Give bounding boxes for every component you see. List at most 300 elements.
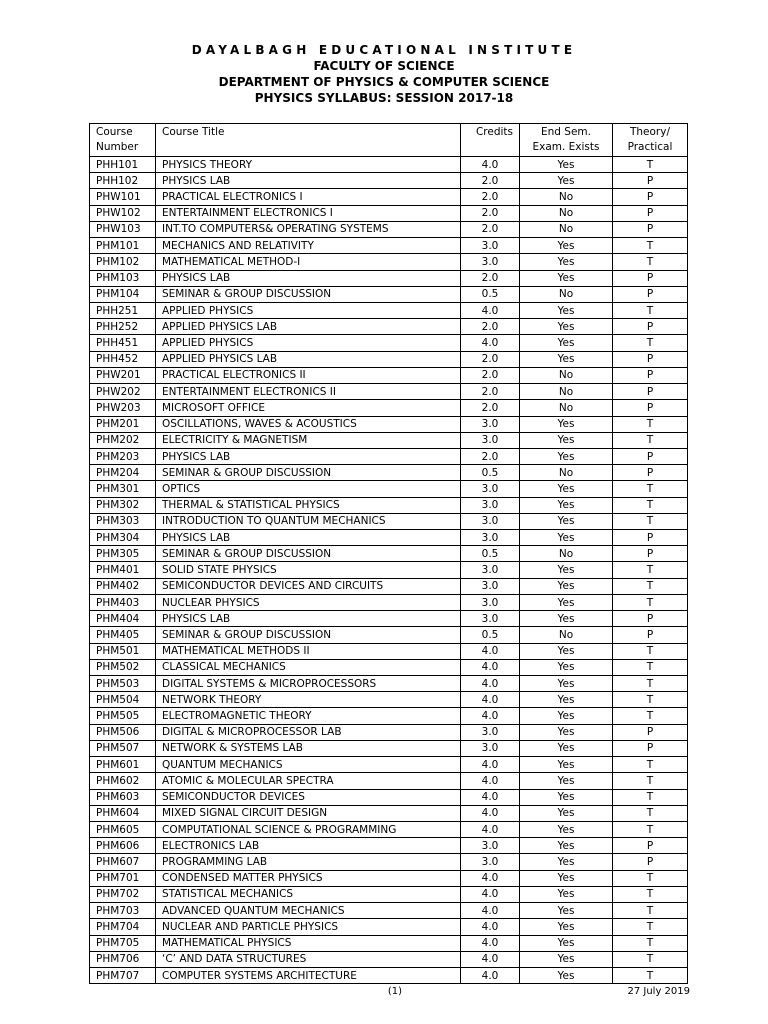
table-row	[90, 173, 688, 189]
table-row	[90, 546, 688, 562]
end-sem-cell: Yes	[520, 173, 613, 189]
table-row	[90, 254, 688, 270]
credits-cell: 4.0	[461, 886, 520, 902]
table-row	[90, 643, 688, 659]
table-row	[90, 951, 688, 967]
course-title-cell: PHYSICS LAB	[156, 270, 461, 286]
end-sem-cell: No	[520, 189, 613, 205]
end-sem-cell: Yes	[520, 530, 613, 546]
theory-practical-cell: T	[613, 578, 688, 594]
theory-practical-cell: P	[613, 724, 688, 740]
credits-cell: 4.0	[461, 935, 520, 951]
theory-practical-cell: P	[613, 384, 688, 400]
credits-cell: 3.0	[461, 497, 520, 513]
course-number-cell: PHM103	[90, 270, 156, 286]
course-number-cell: PHM301	[90, 481, 156, 497]
table-row	[90, 886, 688, 902]
theory-practical-cell: P	[613, 351, 688, 367]
credits-cell: 4.0	[461, 157, 520, 173]
course-title-cell: ENTERTAINMENT ELECTRONICS I	[156, 205, 461, 221]
theory-practical-cell: T	[613, 238, 688, 254]
course-title-cell: ELECTRONICS LAB	[156, 838, 461, 854]
table-row	[90, 838, 688, 854]
table-row	[90, 870, 688, 886]
course-title-cell: STATISTICAL MECHANICS	[156, 886, 461, 902]
credits-cell: 3.0	[461, 416, 520, 432]
table-row	[90, 805, 688, 821]
course-number-cell: PHW102	[90, 205, 156, 221]
theory-practical-cell: T	[613, 481, 688, 497]
table-row	[90, 238, 688, 254]
theory-practical-cell: P	[613, 189, 688, 205]
table-row	[90, 773, 688, 789]
course-title-cell: MICROSOFT OFFICE	[156, 400, 461, 416]
credits-cell: 4.0	[461, 903, 520, 919]
table-row	[90, 448, 688, 464]
course-number-cell: PHM305	[90, 546, 156, 562]
course-number-cell: PHM303	[90, 513, 156, 529]
course-title-cell: CLASSICAL MECHANICS	[156, 659, 461, 675]
theory-practical-cell: P	[613, 530, 688, 546]
course-title-cell: SEMINAR & GROUP DISCUSSION	[156, 465, 461, 481]
end-sem-cell: Yes	[520, 773, 613, 789]
theory-practical-cell: T	[613, 886, 688, 902]
table-row	[90, 286, 688, 302]
end-sem-cell: Yes	[520, 513, 613, 529]
theory-practical-cell: T	[613, 951, 688, 967]
table-row	[90, 530, 688, 546]
theory-practical-cell: T	[613, 708, 688, 724]
end-sem-cell: Yes	[520, 805, 613, 821]
credits-cell: 4.0	[461, 676, 520, 692]
course-number-cell: PHM504	[90, 692, 156, 708]
course-title-cell: PHYSICS THEORY	[156, 157, 461, 173]
course-number-cell: PHM505	[90, 708, 156, 724]
end-sem-cell: Yes	[520, 789, 613, 805]
end-sem-cell: Yes	[520, 903, 613, 919]
theory-practical-cell: T	[613, 157, 688, 173]
document-header	[0, 42, 768, 106]
course-title-cell: MECHANICS AND RELATIVITY	[156, 238, 461, 254]
table-row	[90, 319, 688, 335]
table-row	[90, 919, 688, 935]
table-row	[90, 935, 688, 951]
course-number-cell: PHM203	[90, 448, 156, 464]
course-number-cell: PHH102	[90, 173, 156, 189]
credits-cell: 3.0	[461, 838, 520, 854]
course-number-cell: PHM401	[90, 562, 156, 578]
course-title-cell: APPLIED PHYSICS	[156, 335, 461, 351]
footer-date: 27 July 2019	[627, 986, 690, 997]
credits-cell: 2.0	[461, 367, 520, 383]
table-row	[90, 578, 688, 594]
theory-practical-cell: P	[613, 465, 688, 481]
course-title-cell: INTRODUCTION TO QUANTUM MECHANICS	[156, 513, 461, 529]
credits-cell: 0.5	[461, 465, 520, 481]
theory-practical-cell: P	[613, 367, 688, 383]
credits-cell: 3.0	[461, 740, 520, 756]
table-row	[90, 465, 688, 481]
course-number-cell: PHM402	[90, 578, 156, 594]
table-row	[90, 562, 688, 578]
end-sem-cell: Yes	[520, 270, 613, 286]
end-sem-cell: Yes	[520, 481, 613, 497]
table-row	[90, 967, 688, 983]
course-number-cell: PHM603	[90, 789, 156, 805]
theory-practical-cell: T	[613, 513, 688, 529]
course-title-cell: ‘C’ AND DATA STRUCTURES	[156, 951, 461, 967]
end-sem-cell: Yes	[520, 821, 613, 837]
theory-practical-cell: T	[613, 805, 688, 821]
end-sem-cell: Yes	[520, 238, 613, 254]
table-header-row	[90, 124, 688, 157]
end-sem-cell: No	[520, 384, 613, 400]
end-sem-cell: Yes	[520, 448, 613, 464]
course-number-cell: PHM706	[90, 951, 156, 967]
theory-practical-cell: T	[613, 919, 688, 935]
course-number-cell: PHH101	[90, 157, 156, 173]
course-title-cell: MATHEMATICAL METHODS II	[156, 643, 461, 659]
credits-cell: 4.0	[461, 335, 520, 351]
course-number-cell: PHW103	[90, 221, 156, 237]
credits-cell: 0.5	[461, 286, 520, 302]
theory-practical-cell: T	[613, 967, 688, 983]
end-sem-cell: Yes	[520, 951, 613, 967]
theory-practical-cell: T	[613, 692, 688, 708]
course-title-cell: PRACTICAL ELECTRONICS I	[156, 189, 461, 205]
credits-cell: 2.0	[461, 205, 520, 221]
table-row	[90, 481, 688, 497]
course-number-cell: PHM104	[90, 286, 156, 302]
credits-cell: 2.0	[461, 384, 520, 400]
credits-cell: 2.0	[461, 319, 520, 335]
course-title-cell: INT.TO COMPUTERS& OPERATING SYSTEMS	[156, 221, 461, 237]
table-row	[90, 221, 688, 237]
theory-practical-cell: P	[613, 270, 688, 286]
course-number-cell: PHM302	[90, 497, 156, 513]
table-row	[90, 497, 688, 513]
credits-cell: 4.0	[461, 821, 520, 837]
course-number-cell: PHM204	[90, 465, 156, 481]
table-row	[90, 676, 688, 692]
table-row	[90, 351, 688, 367]
credits-cell: 4.0	[461, 789, 520, 805]
table-row	[90, 367, 688, 383]
theory-practical-cell: P	[613, 286, 688, 302]
end-sem-cell: No	[520, 205, 613, 221]
theory-practical-cell: T	[613, 789, 688, 805]
end-sem-cell: Yes	[520, 854, 613, 870]
end-sem-cell: Yes	[520, 254, 613, 270]
credits-cell: 4.0	[461, 708, 520, 724]
table-row	[90, 611, 688, 627]
course-number-cell: PHM503	[90, 676, 156, 692]
course-number-cell: PHM403	[90, 594, 156, 610]
course-number-cell: PHW202	[90, 384, 156, 400]
header-theory-practical: Theory/ Practical	[613, 124, 688, 157]
theory-practical-cell: P	[613, 854, 688, 870]
course-title-cell: APPLIED PHYSICS	[156, 302, 461, 318]
table-row	[90, 740, 688, 756]
course-title-cell: THERMAL & STATISTICAL PHYSICS	[156, 497, 461, 513]
end-sem-cell: Yes	[520, 302, 613, 318]
end-sem-cell: Yes	[520, 562, 613, 578]
credits-cell: 2.0	[461, 173, 520, 189]
course-title-cell: PHYSICS LAB	[156, 448, 461, 464]
theory-practical-cell: P	[613, 627, 688, 643]
end-sem-cell: Yes	[520, 757, 613, 773]
theory-practical-cell: T	[613, 416, 688, 432]
header-course-title: Course Title	[156, 124, 461, 157]
credits-cell: 4.0	[461, 302, 520, 318]
credits-cell: 4.0	[461, 773, 520, 789]
credits-cell: 4.0	[461, 692, 520, 708]
end-sem-cell: Yes	[520, 594, 613, 610]
course-number-cell: PHH251	[90, 302, 156, 318]
theory-practical-cell: T	[613, 254, 688, 270]
theory-practical-cell: P	[613, 173, 688, 189]
table-row	[90, 157, 688, 173]
end-sem-cell: Yes	[520, 870, 613, 886]
end-sem-cell: Yes	[520, 643, 613, 659]
course-number-cell: PHM707	[90, 967, 156, 983]
end-sem-cell: Yes	[520, 838, 613, 854]
course-number-cell: PHH452	[90, 351, 156, 367]
table-row	[90, 432, 688, 448]
department-name: DEPARTMENT OF PHYSICS & COMPUTER SCIENCE	[218, 75, 550, 89]
course-title-cell: MATHEMATICAL PHYSICS	[156, 935, 461, 951]
end-sem-cell: No	[520, 627, 613, 643]
credits-cell: 4.0	[461, 870, 520, 886]
end-sem-cell: Yes	[520, 351, 613, 367]
course-title-cell: NETWORK THEORY	[156, 692, 461, 708]
theory-practical-cell: T	[613, 773, 688, 789]
table-row	[90, 789, 688, 805]
end-sem-cell: Yes	[520, 708, 613, 724]
credits-cell: 2.0	[461, 221, 520, 237]
end-sem-cell: Yes	[520, 416, 613, 432]
course-title-cell: PHYSICS LAB	[156, 611, 461, 627]
end-sem-cell: Yes	[520, 935, 613, 951]
course-title-cell: ATOMIC & MOLECULAR SPECTRA	[156, 773, 461, 789]
table-row	[90, 659, 688, 675]
course-title-cell: DIGITAL & MICROPROCESSOR LAB	[156, 724, 461, 740]
credits-cell: 0.5	[461, 546, 520, 562]
course-title-cell: ADVANCED QUANTUM MECHANICS	[156, 903, 461, 919]
course-title-cell: SEMICONDUCTOR DEVICES	[156, 789, 461, 805]
credits-cell: 3.0	[461, 254, 520, 270]
course-title-cell: SEMINAR & GROUP DISCUSSION	[156, 546, 461, 562]
credits-cell: 2.0	[461, 189, 520, 205]
course-number-cell: PHW201	[90, 367, 156, 383]
course-title-cell: COMPUTER SYSTEMS ARCHITECTURE	[156, 967, 461, 983]
theory-practical-cell: P	[613, 205, 688, 221]
course-title-cell: APPLIED PHYSICS LAB	[156, 351, 461, 367]
table-row	[90, 757, 688, 773]
table-row	[90, 513, 688, 529]
course-number-cell: PHM202	[90, 432, 156, 448]
table-row	[90, 594, 688, 610]
credits-cell: 4.0	[461, 757, 520, 773]
credits-cell: 3.0	[461, 854, 520, 870]
theory-practical-cell: T	[613, 870, 688, 886]
end-sem-cell: No	[520, 546, 613, 562]
course-title-cell: NUCLEAR AND PARTICLE PHYSICS	[156, 919, 461, 935]
credits-cell: 3.0	[461, 432, 520, 448]
credits-cell: 3.0	[461, 611, 520, 627]
table-row	[90, 692, 688, 708]
credits-cell: 3.0	[461, 724, 520, 740]
theory-practical-cell: T	[613, 676, 688, 692]
course-number-cell: PHM705	[90, 935, 156, 951]
course-number-cell: PHM506	[90, 724, 156, 740]
course-number-cell: PHH252	[90, 319, 156, 335]
credits-cell: 4.0	[461, 643, 520, 659]
course-number-cell: PHM507	[90, 740, 156, 756]
credits-cell: 3.0	[461, 238, 520, 254]
credits-cell: 4.0	[461, 805, 520, 821]
end-sem-cell: Yes	[520, 335, 613, 351]
credits-cell: 3.0	[461, 513, 520, 529]
end-sem-cell: Yes	[520, 157, 613, 173]
end-sem-cell: Yes	[520, 432, 613, 448]
course-title-cell: APPLIED PHYSICS LAB	[156, 319, 461, 335]
course-title-cell: SEMICONDUCTOR DEVICES AND CIRCUITS	[156, 578, 461, 594]
course-title-cell: ELECTROMAGNETIC THEORY	[156, 708, 461, 724]
course-number-cell: PHM201	[90, 416, 156, 432]
end-sem-cell: No	[520, 286, 613, 302]
course-title-cell: COMPUTATIONAL SCIENCE & PROGRAMMING	[156, 821, 461, 837]
end-sem-cell: Yes	[520, 578, 613, 594]
table-row	[90, 854, 688, 870]
theory-practical-cell: T	[613, 643, 688, 659]
table-row	[90, 400, 688, 416]
table-body	[90, 157, 688, 984]
end-sem-cell: No	[520, 465, 613, 481]
table-row	[90, 627, 688, 643]
theory-practical-cell: P	[613, 838, 688, 854]
course-title-cell: NUCLEAR PHYSICS	[156, 594, 461, 610]
course-title-cell: PHYSICS LAB	[156, 530, 461, 546]
end-sem-cell: Yes	[520, 724, 613, 740]
course-title-cell: OSCILLATIONS, WAVES & ACOUSTICS	[156, 416, 461, 432]
course-title-cell: SEMINAR & GROUP DISCUSSION	[156, 286, 461, 302]
course-title-cell: MATHEMATICAL METHOD-I	[156, 254, 461, 270]
theory-practical-cell: P	[613, 319, 688, 335]
end-sem-cell: No	[520, 367, 613, 383]
course-number-cell: PHM405	[90, 627, 156, 643]
credits-cell: 3.0	[461, 562, 520, 578]
credits-cell: 4.0	[461, 951, 520, 967]
theory-practical-cell: P	[613, 400, 688, 416]
end-sem-cell: Yes	[520, 676, 613, 692]
course-title-cell: DIGITAL SYSTEMS & MICROPROCESSORS	[156, 676, 461, 692]
syllabus-title: PHYSICS SYLLABUS: SESSION 2017-18	[254, 91, 514, 105]
table-row	[90, 724, 688, 740]
course-title-cell: OPTICS	[156, 481, 461, 497]
course-number-cell: PHM606	[90, 838, 156, 854]
course-title-cell: QUANTUM MECHANICS	[156, 757, 461, 773]
table-row	[90, 708, 688, 724]
header-end-sem-exam: End Sem. Exam. Exists	[520, 124, 613, 157]
syllabus-table	[89, 123, 688, 984]
theory-practical-cell: T	[613, 432, 688, 448]
course-title-cell: ENTERTAINMENT ELECTRONICS II	[156, 384, 461, 400]
course-title-cell: PHYSICS LAB	[156, 173, 461, 189]
credits-cell: 4.0	[461, 919, 520, 935]
end-sem-cell: No	[520, 221, 613, 237]
credits-cell: 3.0	[461, 578, 520, 594]
course-title-cell: PRACTICAL ELECTRONICS II	[156, 367, 461, 383]
table-row	[90, 189, 688, 205]
course-number-cell: PHM102	[90, 254, 156, 270]
credits-cell: 2.0	[461, 351, 520, 367]
end-sem-cell: Yes	[520, 611, 613, 627]
institute-name: DAYALBAGH EDUCATIONAL INSTITUTE	[191, 43, 577, 57]
credits-cell: 3.0	[461, 481, 520, 497]
course-number-cell: PHM601	[90, 757, 156, 773]
course-number-cell: PHM101	[90, 238, 156, 254]
course-number-cell: PHM701	[90, 870, 156, 886]
end-sem-cell: Yes	[520, 692, 613, 708]
course-title-cell: ELECTRICITY & MAGNETISM	[156, 432, 461, 448]
theory-practical-cell: T	[613, 562, 688, 578]
theory-practical-cell: T	[613, 821, 688, 837]
table-row	[90, 416, 688, 432]
header-course-number: Course Number	[90, 124, 156, 157]
theory-practical-cell: T	[613, 594, 688, 610]
theory-practical-cell: P	[613, 448, 688, 464]
course-number-cell: PHM502	[90, 659, 156, 675]
course-number-cell: PHH451	[90, 335, 156, 351]
course-number-cell: PHW101	[90, 189, 156, 205]
table-row	[90, 903, 688, 919]
credits-cell: 2.0	[461, 400, 520, 416]
credits-cell: 3.0	[461, 530, 520, 546]
theory-practical-cell: P	[613, 221, 688, 237]
theory-practical-cell: T	[613, 335, 688, 351]
credits-cell: 4.0	[461, 967, 520, 983]
table-row	[90, 821, 688, 837]
course-number-cell: PHM703	[90, 903, 156, 919]
theory-practical-cell: T	[613, 935, 688, 951]
course-number-cell: PHW203	[90, 400, 156, 416]
end-sem-cell: Yes	[520, 919, 613, 935]
end-sem-cell: Yes	[520, 319, 613, 335]
course-number-cell: PHM604	[90, 805, 156, 821]
course-number-cell: PHM501	[90, 643, 156, 659]
credits-cell: 0.5	[461, 627, 520, 643]
table-row	[90, 335, 688, 351]
end-sem-cell: Yes	[520, 967, 613, 983]
credits-cell: 2.0	[461, 448, 520, 464]
theory-practical-cell: T	[613, 903, 688, 919]
end-sem-cell: Yes	[520, 659, 613, 675]
end-sem-cell: Yes	[520, 740, 613, 756]
course-number-cell: PHM304	[90, 530, 156, 546]
theory-practical-cell: P	[613, 546, 688, 562]
theory-practical-cell: P	[613, 740, 688, 756]
theory-practical-cell: T	[613, 302, 688, 318]
end-sem-cell: No	[520, 400, 613, 416]
header-credits: Credits	[461, 124, 520, 157]
theory-practical-cell: T	[613, 659, 688, 675]
course-title-cell: CONDENSED MATTER PHYSICS	[156, 870, 461, 886]
course-number-cell: PHM602	[90, 773, 156, 789]
credits-cell: 3.0	[461, 594, 520, 610]
credits-cell: 4.0	[461, 659, 520, 675]
course-title-cell: PROGRAMMING LAB	[156, 854, 461, 870]
